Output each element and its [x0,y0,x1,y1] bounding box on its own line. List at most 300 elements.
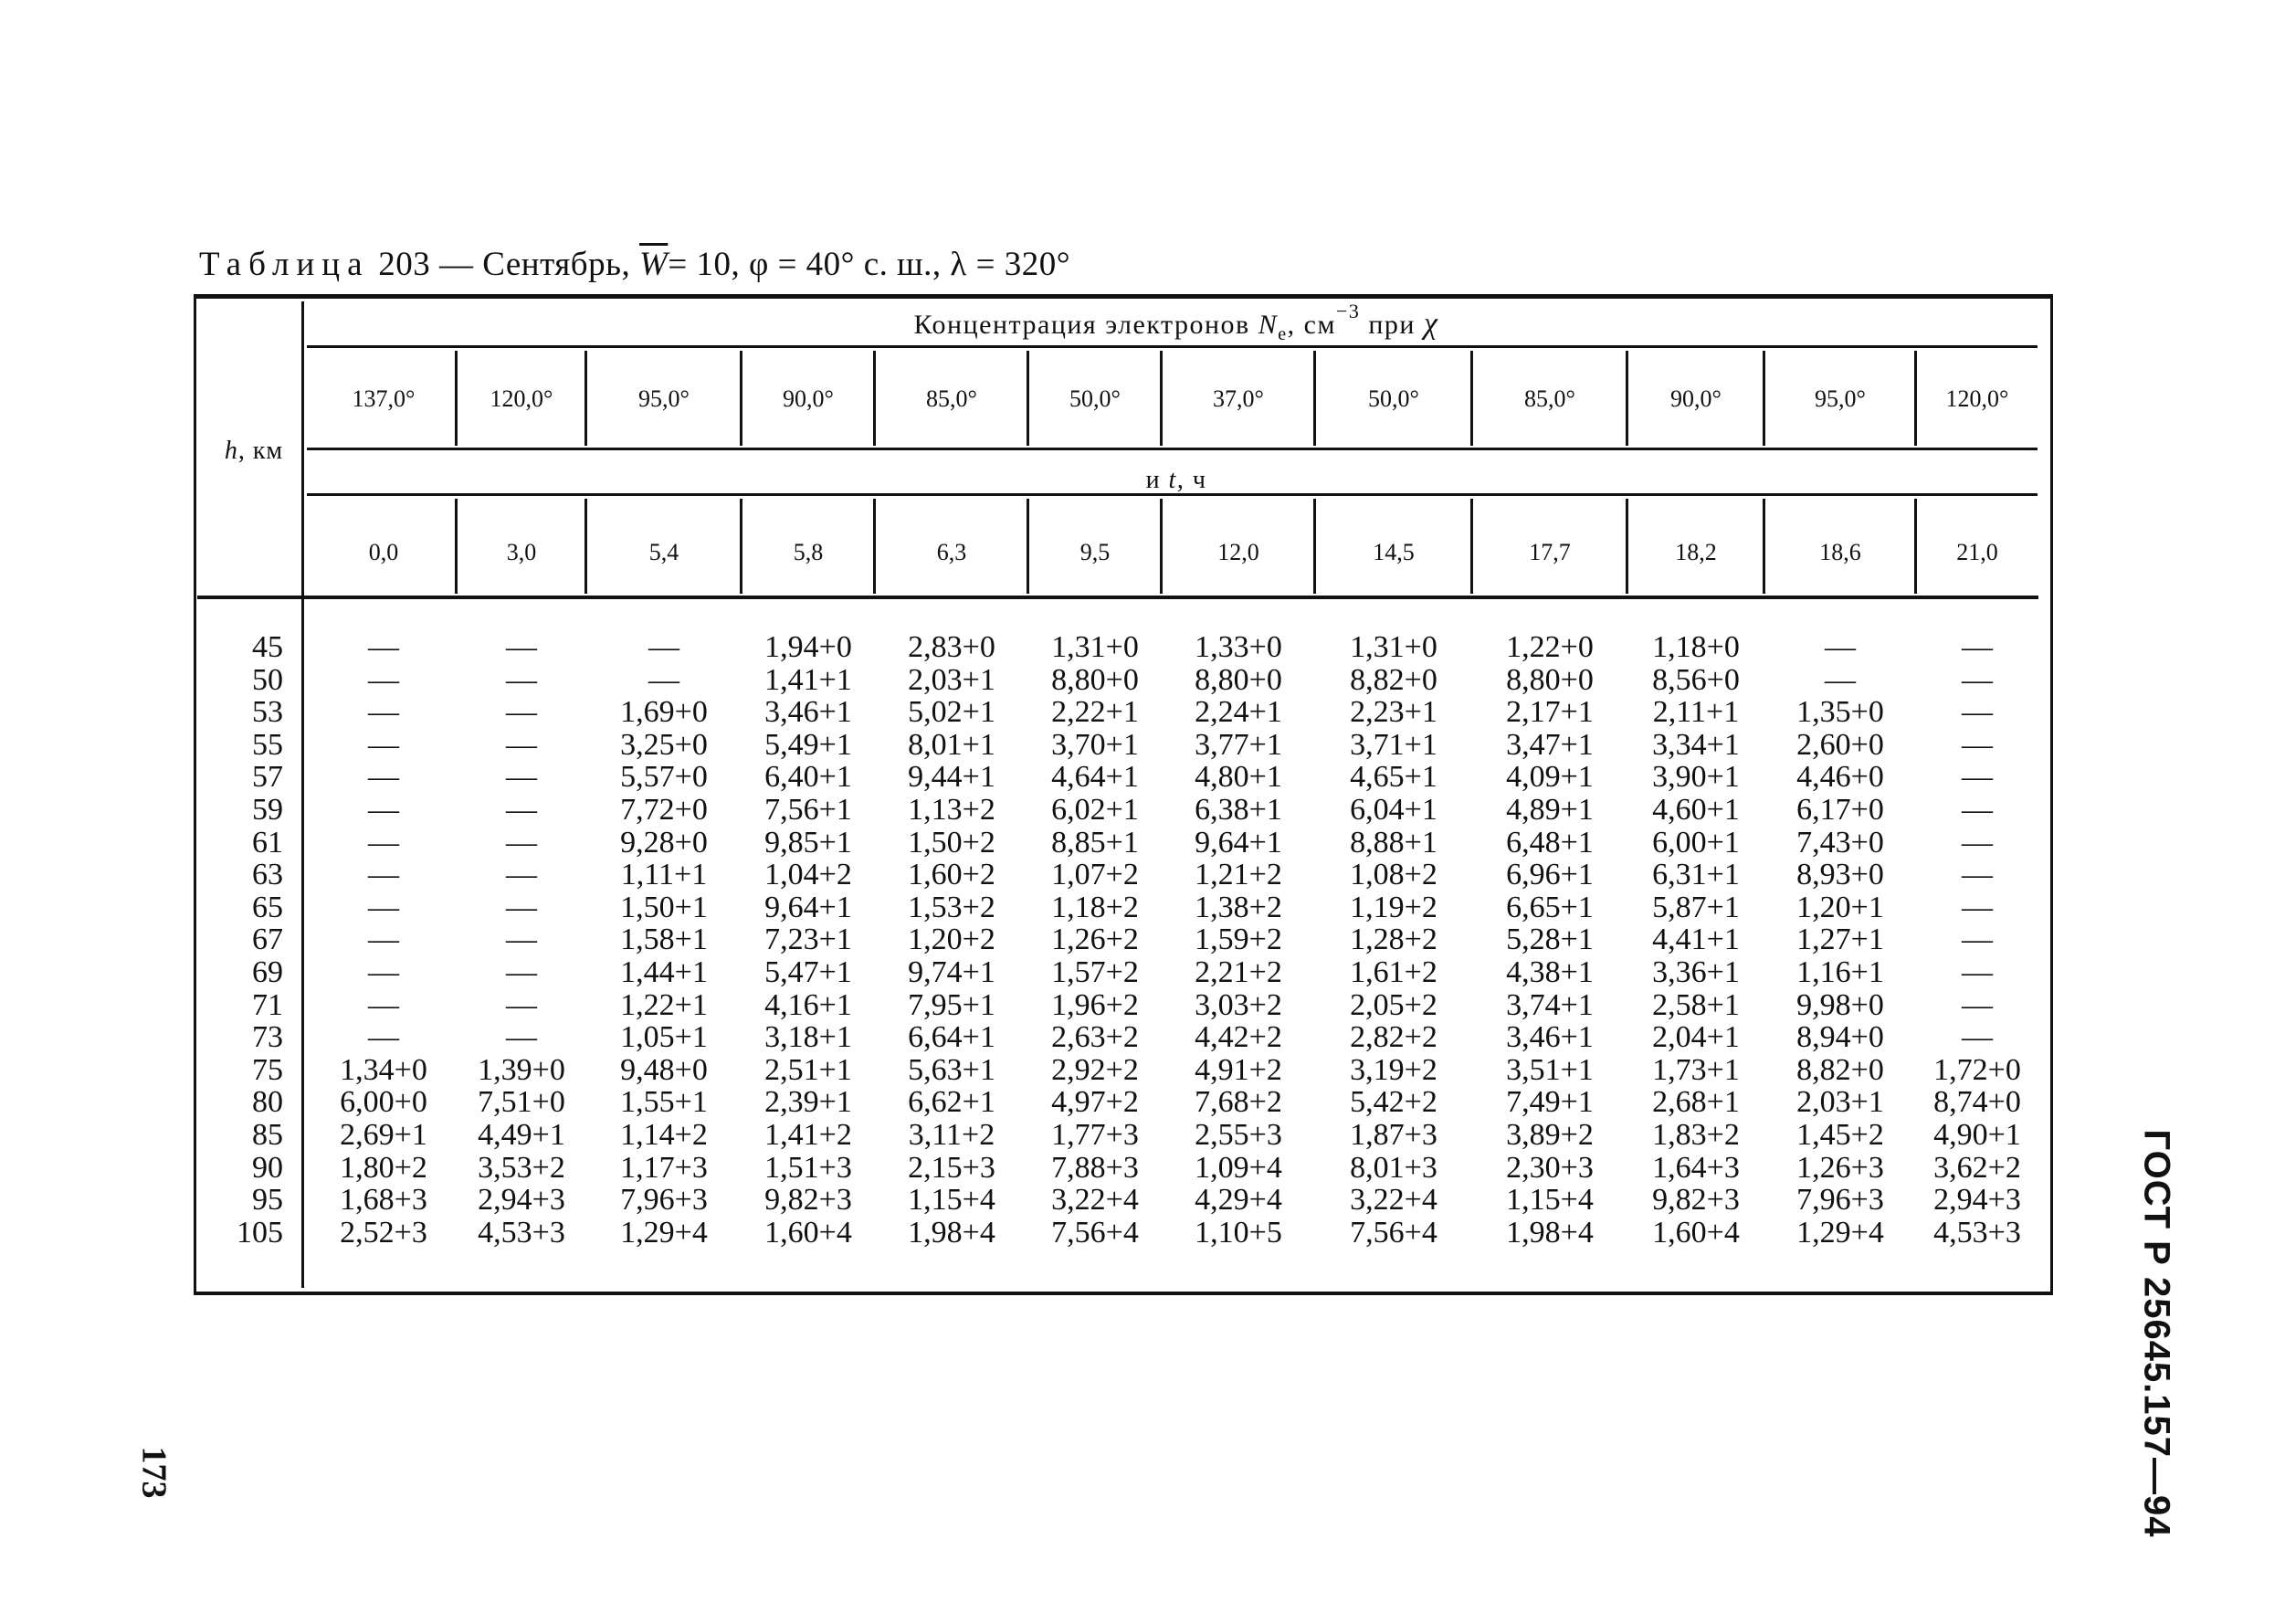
chi-header-cell: 95,0° [638,385,690,412]
value-cell: — [368,890,399,924]
caption-label: Таблица [199,246,370,283]
value-cell: 7,96+3 [620,1183,708,1218]
value-cell: 7,72+0 [620,793,708,827]
value-cell: 1,44+1 [620,955,708,989]
value-cell: 1,15+4 [908,1183,995,1218]
value-cell: 9,44+1 [908,760,995,795]
value-cell: 1,61+2 [1350,955,1437,989]
chi-header-cell: 85,0° [1524,385,1575,412]
altitude-cell: 61 [252,825,283,859]
value-cell: — [1825,662,1856,697]
value-cell: 1,35+0 [1796,695,1884,730]
chi-header-cell: 120,0° [490,385,553,412]
value-cell: 4,38+1 [1506,955,1594,989]
value-cell: — [506,825,537,859]
value-cell: 1,57+2 [1051,955,1139,989]
value-cell: 3,53+2 [478,1150,565,1185]
table-top-rule [194,294,2053,299]
t-header-cell: 0,0 [368,539,399,565]
value-cell: — [368,987,399,1022]
value-cell: 7,56+4 [1051,1215,1139,1250]
value-cell: 1,29+4 [620,1215,708,1250]
value-cell: 6,31+1 [1652,858,1740,892]
value-cell: 1,87+3 [1350,1118,1437,1152]
value-cell: — [1962,727,1993,762]
value-cell: 2,63+2 [1051,1020,1139,1055]
value-cell: 1,22+1 [620,987,708,1022]
header-units-exp: −3 [1335,300,1361,322]
value-cell: 2,51+1 [764,1052,852,1087]
value-cell: 5,49+1 [764,727,852,762]
value-cell: — [368,727,399,762]
value-cell: 2,17+1 [1506,695,1594,730]
value-cell: — [506,727,537,762]
value-cell: 3,22+4 [1350,1183,1437,1218]
value-cell: 1,77+3 [1051,1118,1139,1152]
value-cell: 1,26+3 [1796,1150,1884,1185]
header-rule-1 [307,345,2038,348]
value-cell: 1,20+1 [1796,890,1884,924]
altitude-cell: 59 [252,793,283,827]
value-cell: 1,68+3 [340,1183,427,1218]
header-ne: N [1258,310,1279,340]
value-cell: 9,28+0 [620,825,708,859]
header-ne-sub: e [1278,324,1288,344]
chi-header-cell: 95,0° [1815,385,1866,412]
value-cell: 1,53+2 [908,890,995,924]
h-symbol: h [224,437,238,465]
h-column-header [203,437,305,466]
value-cell: — [506,923,537,957]
caption-w-symbol: $\overline{W}$ [639,246,669,283]
value-cell: 6,02+1 [1051,793,1139,827]
value-cell: 1,29+4 [1796,1215,1884,1250]
value-cell: 1,73+1 [1652,1052,1740,1087]
value-cell: 6,04+1 [1350,793,1437,827]
header-chi: χ [1423,307,1439,341]
value-cell: 5,28+1 [1506,923,1594,957]
value-cell: 6,64+1 [908,1020,995,1055]
value-cell: — [506,760,537,795]
caption-number: 203 [378,246,431,283]
value-cell: 2,82+2 [1350,1020,1437,1055]
value-cell: 7,96+3 [1796,1183,1884,1218]
chi-header-cell: 90,0° [1670,385,1722,412]
t-header-cell: 17,7 [1529,539,1571,565]
chi-header-cell: 37,0° [1213,385,1264,412]
altitude-cell: 50 [252,662,283,697]
value-cell: 1,45+2 [1796,1118,1884,1152]
value-cell: 1,22+0 [1506,630,1594,664]
value-cell: — [648,662,679,697]
value-cell: 2,68+1 [1652,1085,1740,1120]
value-cell: 8,01+3 [1350,1150,1437,1185]
header-bottom-rule [197,596,2038,599]
value-cell: 3,62+2 [1933,1150,2021,1185]
value-cell: 7,51+0 [478,1085,565,1120]
value-cell: — [368,955,399,989]
value-cell: 2,15+3 [908,1150,995,1185]
t-header-cell: 21,0 [1956,539,1998,565]
value-cell: 1,58+1 [620,923,708,957]
altitude-cell: 55 [252,727,283,762]
value-cell: 1,33+0 [1195,630,1282,664]
value-cell: 7,56+1 [764,793,852,827]
value-cell: 3,19+2 [1350,1052,1437,1087]
value-cell: 1,18+2 [1051,890,1139,924]
chi-header-cell: 90,0° [783,385,834,412]
value-cell: 1,59+2 [1195,923,1282,957]
value-cell: 5,57+0 [620,760,708,795]
value-cell: — [1962,890,1993,924]
value-cell: 1,19+2 [1350,890,1437,924]
value-cell: — [506,630,537,664]
value-cell: — [368,793,399,827]
value-cell: 2,83+0 [908,630,995,664]
value-cell: 1,08+2 [1350,858,1437,892]
value-cell: 1,39+0 [478,1052,565,1087]
value-cell: 1,51+3 [764,1150,852,1185]
value-cell: 1,05+1 [620,1020,708,1055]
value-cell: 1,18+0 [1652,630,1740,664]
value-cell: — [506,955,537,989]
value-cell: 1,80+2 [340,1150,427,1185]
side-label: ГОСТ Р 25645.157—94 [2136,1129,2177,1538]
t-header-cell: 6,3 [936,539,967,565]
t-header-cell: 5,8 [793,539,824,565]
header-subtitle [311,466,2042,495]
value-cell: 6,65+1 [1506,890,1594,924]
value-cell: 4,60+1 [1652,793,1740,827]
value-cell: 3,18+1 [764,1020,852,1055]
value-cell: 8,88+1 [1350,825,1437,859]
value-cell: 1,69+0 [620,695,708,730]
altitude-cell: 105 [237,1215,283,1250]
value-cell: 4,16+1 [764,987,852,1022]
value-cell: 1,09+4 [1195,1150,1282,1185]
value-cell: 1,60+4 [1652,1215,1740,1250]
header-sub-suffix: , ч [1176,466,1207,494]
altitude-cell: 53 [252,695,283,730]
altitude-cell: 95 [252,1183,283,1218]
header-t: t [1168,466,1177,494]
value-cell: 7,49+1 [1506,1085,1594,1120]
value-cell: — [506,987,537,1022]
t-header-cell: 5,4 [648,539,679,565]
value-cell: 3,70+1 [1051,727,1139,762]
value-cell: 1,64+3 [1652,1150,1740,1185]
value-cell: — [506,858,537,892]
value-cell: 1,38+2 [1195,890,1282,924]
table-left-border [194,294,196,1295]
value-cell: 1,31+0 [1051,630,1139,664]
value-cell: 2,03+1 [1796,1085,1884,1120]
value-cell: 9,85+1 [764,825,852,859]
header-sub-prefix: и [1145,466,1162,494]
value-cell: — [368,858,399,892]
value-cell: 8,74+0 [1933,1085,2021,1120]
value-cell: 7,88+3 [1051,1150,1139,1185]
value-cell: 4,46+0 [1796,760,1884,795]
value-cell: 3,51+1 [1506,1052,1594,1087]
value-cell: 2,55+3 [1195,1118,1282,1152]
header-title [311,300,2042,345]
value-cell: — [506,695,537,730]
chi-header-cell: 85,0° [926,385,977,412]
altitude-cell: 75 [252,1052,283,1087]
value-cell: 4,80+1 [1195,760,1282,795]
value-cell: 2,22+1 [1051,695,1139,730]
t-header-cell: 3,0 [506,539,537,565]
value-cell: 1,11+1 [620,858,708,892]
value-cell: 1,41+2 [764,1118,852,1152]
value-cell: 7,23+1 [764,923,852,957]
value-cell: 1,60+2 [908,858,995,892]
value-cell: — [1962,987,1993,1022]
value-cell: — [1962,793,1993,827]
value-cell: 4,89+1 [1506,793,1594,827]
value-cell: 2,94+3 [478,1183,565,1218]
value-cell: 2,94+3 [1933,1183,2021,1218]
value-cell: 9,74+1 [908,955,995,989]
side-label-container [2136,1129,2177,1538]
value-cell: — [368,695,399,730]
value-cell: 1,20+2 [908,923,995,957]
value-cell: 3,22+4 [1051,1183,1139,1218]
value-cell: 3,47+1 [1506,727,1594,762]
value-cell: 1,94+0 [764,630,852,664]
value-cell: — [1825,630,1856,664]
value-cell: — [1962,1020,1993,1055]
value-cell: 3,74+1 [1506,987,1594,1022]
altitude-cell: 73 [252,1020,283,1055]
header-title-prefix: Концентрация электронов [913,310,1250,340]
value-cell: 4,97+2 [1051,1085,1139,1120]
t-header-cell: 9,5 [1079,539,1111,565]
value-cell: 4,42+2 [1195,1020,1282,1055]
value-cell: 2,04+1 [1652,1020,1740,1055]
value-cell: 3,90+1 [1652,760,1740,795]
value-cell: — [648,630,679,664]
value-cell: 4,90+1 [1933,1118,2021,1152]
value-cell: 3,36+1 [1652,955,1740,989]
value-cell: 3,46+1 [1506,1020,1594,1055]
value-cell: 1,50+2 [908,825,995,859]
value-cell: 8,82+0 [1796,1052,1884,1087]
altitude-cell: 80 [252,1085,283,1120]
value-cell: — [1962,955,1993,989]
value-cell: — [368,760,399,795]
value-cell: 1,27+1 [1796,923,1884,957]
value-cell: 1,04+2 [764,858,852,892]
value-cell: — [368,1020,399,1055]
value-cell: 2,92+2 [1051,1052,1139,1087]
value-cell: 2,52+3 [340,1215,427,1250]
altitude-cell: 85 [252,1118,283,1152]
value-cell: 9,64+1 [764,890,852,924]
value-cell: 3,77+1 [1195,727,1282,762]
chi-header-cell: 50,0° [1069,385,1121,412]
value-cell: 3,11+2 [908,1118,995,1152]
value-cell: 1,34+0 [340,1052,427,1087]
table-caption [199,245,1070,284]
value-cell: 1,17+3 [620,1150,708,1185]
value-cell: 4,41+1 [1652,923,1740,957]
value-cell: 1,10+5 [1195,1215,1282,1250]
value-cell: 1,13+2 [908,793,995,827]
chi-header-cell: 137,0° [352,385,416,412]
header-rule-2 [307,448,2038,450]
t-header-cell: 18,6 [1819,539,1861,565]
altitude-cell: 45 [252,630,283,664]
value-cell: 4,49+1 [478,1118,565,1152]
value-cell: 1,60+4 [764,1215,852,1250]
header-units: , см [1287,310,1336,340]
value-cell: 3,46+1 [764,695,852,730]
value-cell: 5,42+2 [1350,1085,1437,1120]
altitude-cell: 90 [252,1150,283,1185]
value-cell: 5,02+1 [908,695,995,730]
value-cell: — [506,890,537,924]
value-cell: 4,65+1 [1350,760,1437,795]
value-cell: 9,48+0 [620,1052,708,1087]
altitude-cell: 57 [252,760,283,795]
value-cell: 2,60+0 [1796,727,1884,762]
altitude-cell: 67 [252,923,283,957]
value-cell: 2,24+1 [1195,695,1282,730]
value-cell: 6,96+1 [1506,858,1594,892]
value-cell: 8,93+0 [1796,858,1884,892]
value-cell: 1,26+2 [1051,923,1139,957]
value-cell: — [368,630,399,664]
altitude-cell: 65 [252,890,283,924]
value-cell: 1,15+4 [1506,1183,1594,1218]
value-cell: 4,09+1 [1506,760,1594,795]
caption-params: = 10, φ = 40° с. ш., λ = 320° [668,246,1070,283]
value-cell: 4,29+4 [1195,1183,1282,1218]
value-cell: 7,68+2 [1195,1085,1282,1120]
t-header-cell: 12,0 [1217,539,1259,565]
value-cell: — [1962,630,1993,664]
value-cell: 1,55+1 [620,1085,708,1120]
header-pri: при [1368,310,1416,340]
value-cell: 8,80+0 [1051,662,1139,697]
value-cell: 6,62+1 [908,1085,995,1120]
value-cell: — [1962,695,1993,730]
value-cell: 8,85+1 [1051,825,1139,859]
value-cell: 1,98+4 [908,1215,995,1250]
value-cell: 9,82+3 [1652,1183,1740,1218]
value-cell: 5,47+1 [764,955,852,989]
value-cell: 2,23+1 [1350,695,1437,730]
chi-header-cell: 50,0° [1368,385,1419,412]
t-header-cell: 14,5 [1373,539,1415,565]
value-cell: 6,17+0 [1796,793,1884,827]
value-cell: — [1962,760,1993,795]
value-cell: 3,25+0 [620,727,708,762]
value-cell: 1,41+1 [764,662,852,697]
caption-dash: — [439,246,474,283]
value-cell: 8,80+0 [1506,662,1594,697]
value-cell: 1,50+1 [620,890,708,924]
value-cell: 4,91+2 [1195,1052,1282,1087]
value-cell: 8,94+0 [1796,1020,1884,1055]
caption-month: Сентябрь, [482,246,631,283]
page-number: 173 [134,1446,174,1499]
value-cell: — [1962,825,1993,859]
t-header-cell: 18,2 [1675,539,1717,565]
value-cell: — [368,825,399,859]
altitude-cell: 71 [252,987,283,1022]
value-cell: 1,07+2 [1051,858,1139,892]
value-cell: 1,21+2 [1195,858,1282,892]
value-cell: 6,00+1 [1652,825,1740,859]
value-cell: 1,98+4 [1506,1215,1594,1250]
value-cell: 2,58+1 [1652,987,1740,1022]
value-cell: 2,11+1 [1652,695,1740,730]
value-cell: 2,03+1 [908,662,995,697]
value-cell: — [368,662,399,697]
value-cell: 7,95+1 [908,987,995,1022]
value-cell: 7,43+0 [1796,825,1884,859]
value-cell: 2,39+1 [764,1085,852,1120]
value-cell: 1,16+1 [1796,955,1884,989]
value-cell: 2,69+1 [340,1118,427,1152]
value-cell: 8,80+0 [1195,662,1282,697]
value-cell: — [506,793,537,827]
value-cell: 8,01+1 [908,727,995,762]
value-cell: 9,82+3 [764,1183,852,1218]
value-cell: 3,03+2 [1195,987,1282,1022]
value-cell: — [1962,858,1993,892]
value-cell: 8,56+0 [1652,662,1740,697]
value-cell: 7,56+4 [1350,1215,1437,1250]
table-right-border [2050,294,2053,1295]
altitude-cell: 63 [252,858,283,892]
value-cell: 5,87+1 [1652,890,1740,924]
value-cell: 3,89+2 [1506,1118,1594,1152]
value-cell: 1,96+2 [1051,987,1139,1022]
value-cell: 1,31+0 [1350,630,1437,664]
value-cell: 4,64+1 [1051,760,1139,795]
value-cell: 6,40+1 [764,760,852,795]
value-cell: 9,98+0 [1796,987,1884,1022]
value-cell: 4,53+3 [478,1215,565,1250]
value-cell: 1,14+2 [620,1118,708,1152]
value-cell: 4,53+3 [1933,1215,2021,1250]
value-cell: 9,64+1 [1195,825,1282,859]
value-cell: 6,48+1 [1506,825,1594,859]
value-cell: 1,83+2 [1652,1118,1740,1152]
altitude-cell: 69 [252,955,283,989]
value-cell: 1,28+2 [1350,923,1437,957]
value-cell: 2,30+3 [1506,1150,1594,1185]
h-unit: , км [237,437,284,465]
value-cell: 6,00+0 [340,1085,427,1120]
value-cell: — [368,923,399,957]
value-cell: 5,63+1 [908,1052,995,1087]
value-cell: 3,71+1 [1350,727,1437,762]
value-cell: 6,38+1 [1195,793,1282,827]
value-cell: 1,72+0 [1933,1052,2021,1087]
value-cell: 2,05+2 [1350,987,1437,1022]
value-cell: 8,82+0 [1350,662,1437,697]
table-bottom-rule [194,1292,2053,1295]
value-cell: — [506,662,537,697]
value-cell: — [506,1020,537,1055]
value-cell: — [1962,923,1993,957]
value-cell: 2,21+2 [1195,955,1282,989]
